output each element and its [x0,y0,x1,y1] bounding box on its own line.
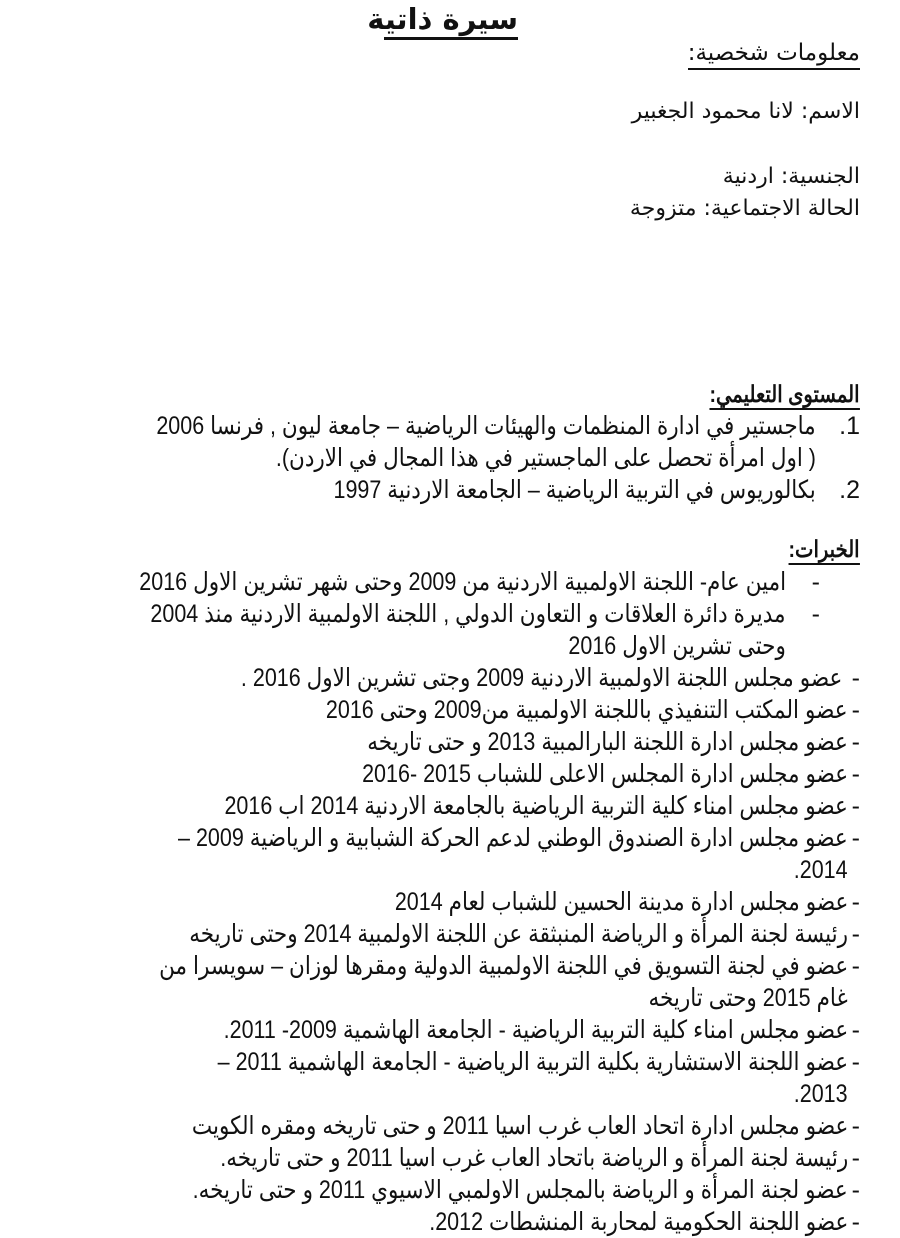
experience-item-continuation [40,630,860,662]
experience-line: 2013. [794,1080,848,1108]
name-field: الاسم: لانا محمود الجغبير [631,99,860,124]
experience-line: عضو المكتب التنفيذي باللجنة الاولمبية من2009 وحتى 2016 [326,696,848,724]
experience-line: امين عام- اللجنة الاولمبية الاردنية من 2009 وحتى شهر تشرين الاول 2016 [139,568,786,596]
list-marker: - [851,1048,860,1076]
list-marker: 2. [839,476,860,504]
experience-line: رئيسة لجنة المرأة و الرياضة المنبثقة عن اللجنة الاولمبية 2014 وحتى تاريخه [189,920,848,948]
experience-item [40,790,860,822]
personal-info-heading: معلومات شخصية: [688,38,860,70]
list-marker: - [851,792,860,820]
list-marker: 1. [839,412,860,440]
experience-heading: الخبرات: [789,535,860,565]
education-list [40,410,860,506]
experience-line: وحتى تشرين الاول 2016 [568,632,786,660]
experience-line: عضو اللجنة الاستشارية بكلية التربية الرياضية - الجامعة الهاشمية 2011 – [217,1048,848,1076]
list-marker: - [851,1016,860,1044]
experience-item-continuation [40,982,860,1014]
education-item [40,410,860,442]
education-line: ماجستير في ادارة المنظمات والهيئات الرياضية – جامعة ليون , فرنسا 2006 [156,412,817,440]
experience-list [40,566,860,1238]
education-item-continuation [40,442,860,474]
list-marker: - [851,1144,860,1172]
list-marker: - [851,920,860,948]
education-heading: المستوى التعليمي: [710,380,860,410]
list-marker: - [851,664,860,692]
experience-item [40,1014,860,1046]
experience-item [40,1174,860,1206]
experience-item [40,1142,860,1174]
experience-line: رئيسة لجنة المرأة و الرياضة باتحاد العاب غرب اسيا 2011 و حتى تاريخه. [219,1144,848,1172]
experience-item [40,662,860,694]
experience-item [40,1046,860,1078]
experience-item [40,886,860,918]
list-marker: - [851,1112,860,1140]
list-marker: - [811,600,820,628]
experience-line: عضو مجلس امناء كلية التربية الرياضية بالجامعة الاردنية 2014 اب 2016 [224,792,848,820]
list-marker: - [851,952,860,980]
experience-line: عضو مجلس ادارة اتحاد العاب غرب اسيا 2011 و حتى تاريخه ومقره الكويت [191,1112,848,1140]
experience-item [40,598,860,630]
list-marker: - [851,728,860,756]
list-marker: - [851,760,860,788]
list-marker: - [851,888,860,916]
experience-line: عضو لجنة المرأة و الرياضة بالمجلس الاولمبي الاسيوي 2011 و حتى تاريخه. [192,1176,848,1204]
experience-line: عضو اللجنة الحكومية لمحاربة المنشطات 2012. [428,1208,848,1236]
experience-item [40,566,860,598]
nationality-field: الجنسية: اردنية [722,164,860,189]
experience-item [40,822,860,854]
experience-item-continuation [40,1078,860,1110]
education-item [40,474,860,506]
experience-line: عضو في لجنة التسويق في اللجنة الاولمبية الدولية ومقرها لوزان – سويسرا من [158,952,848,980]
list-marker: - [851,824,860,852]
experience-item [40,694,860,726]
experience-item [40,1206,860,1238]
experience-line: عضو مجلس ادارة اللجنة البارالمبية 2013 و حتى تاريخه [367,728,848,756]
experience-line: عضو مجلس امناء كلية التربية الرياضية - الجامعة الهاشمية 2009- 2011. [223,1016,848,1044]
education-line: ( اول امرأة تحصل على الماجستير في هذا المجال في الاردن). [275,444,816,472]
experience-item [40,950,860,982]
experience-item [40,726,860,758]
experience-line: 2014. [794,856,848,884]
education-line: بكالوريوس في التربية الرياضية – الجامعة الاردنية 1997 [333,476,816,504]
experience-item [40,758,860,790]
experience-line: عضو مجلس ادارة مدينة الحسين للشباب لعام 2014 [394,888,848,916]
experience-line: غام 2015 وحتى تاريخه [648,984,848,1012]
list-marker: - [851,1176,860,1204]
experience-item [40,918,860,950]
document-title: سيرة ذاتية [384,2,518,40]
list-marker: - [811,568,820,596]
experience-line: عضو مجلس اللجنة الاولمبية الاردنية 2009 وجتى تشرين الاول 2016 . [240,664,842,692]
list-marker: - [851,1208,860,1236]
experience-line: مديرة دائرة العلاقات و التعاون الدولي , اللجنة الاولمبية الاردنية منذ 2004 [150,600,787,628]
experience-item [40,1110,860,1142]
experience-line: عضو مجلس ادارة المجلس الاعلى للشباب 2015 -2016 [362,760,848,788]
experience-line: عضو مجلس ادارة الصندوق الوطني لدعم الحركة الشبابية و الرياضية 2009 – [178,824,849,852]
marital-status-field: الحالة الاجتماعية: متزوجة [629,196,860,221]
experience-item-continuation [40,854,860,886]
list-marker: - [851,696,860,724]
